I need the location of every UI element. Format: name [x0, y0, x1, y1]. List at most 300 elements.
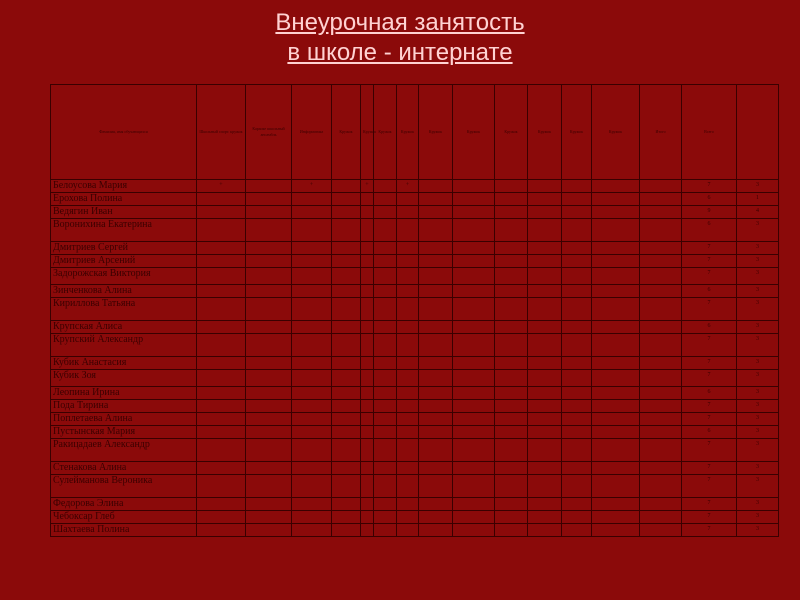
- table-cell: [361, 357, 374, 370]
- table-cell: [453, 413, 495, 426]
- table-cell: 3: [737, 334, 779, 357]
- table-cell: [197, 511, 246, 524]
- table-cell: [592, 321, 640, 334]
- table-cell: [332, 321, 361, 334]
- table-cell: 3: [737, 255, 779, 268]
- table-cell: [453, 511, 495, 524]
- table-cell: 7: [682, 413, 737, 426]
- table-cell: [419, 268, 453, 285]
- table-cell: [528, 334, 562, 357]
- table-cell: [332, 400, 361, 413]
- column-header: Фамилия, имя обучающихся: [51, 85, 197, 180]
- table-cell: [592, 298, 640, 321]
- table-cell: [397, 268, 419, 285]
- table-cell: [292, 268, 332, 285]
- table-cell: 3: [737, 439, 779, 462]
- table-cell: [197, 242, 246, 255]
- table-cell: [562, 206, 592, 219]
- table-cell: [332, 511, 361, 524]
- table-cell: [562, 298, 592, 321]
- student-name-cell: Задорожская Виктория: [51, 268, 197, 285]
- table-cell: [397, 426, 419, 439]
- table-cell: [528, 426, 562, 439]
- column-header: Кружок: [453, 85, 495, 180]
- table-cell: [495, 387, 528, 400]
- table-cell: [397, 400, 419, 413]
- table-cell: [246, 180, 292, 193]
- table-cell: [197, 498, 246, 511]
- table-cell: [640, 298, 682, 321]
- table-cell: [361, 285, 374, 298]
- table-cell: 7: [682, 439, 737, 462]
- table-cell: [397, 357, 419, 370]
- table-cell: [419, 219, 453, 242]
- table-cell: [562, 242, 592, 255]
- table-row: [51, 426, 779, 439]
- table-cell: [292, 511, 332, 524]
- table-cell: [246, 370, 292, 387]
- table-cell: [419, 387, 453, 400]
- table-cell: [562, 285, 592, 298]
- table-cell: [528, 439, 562, 462]
- table-cell: [495, 268, 528, 285]
- table-cell: 7: [682, 357, 737, 370]
- column-header: Караоке школьный ансамбль: [246, 85, 292, 180]
- student-name-cell: Леопина Ирина: [51, 387, 197, 400]
- table-cell: 7: [682, 462, 737, 475]
- table-cell: [361, 524, 374, 537]
- table-row: [51, 498, 779, 511]
- table-cell: [374, 387, 397, 400]
- student-name-cell: Кириллова Татьяна: [51, 298, 197, 321]
- table-cell: 7: [682, 180, 737, 193]
- table-cell: [528, 387, 562, 400]
- table-cell: [246, 242, 292, 255]
- table-cell: [397, 387, 419, 400]
- table-cell: 3: [737, 321, 779, 334]
- table-cell: [419, 462, 453, 475]
- student-name-cell: Сулейманова Вероника: [51, 475, 197, 498]
- table-cell: [640, 180, 682, 193]
- table-row: [51, 439, 779, 462]
- table-row: [51, 475, 779, 498]
- table-row: [51, 242, 779, 255]
- table-cell: [374, 193, 397, 206]
- table-cell: [292, 321, 332, 334]
- student-name-cell: Стенакова Алина: [51, 462, 197, 475]
- table-cell: [640, 400, 682, 413]
- table-cell: [453, 180, 495, 193]
- table-cell: [292, 462, 332, 475]
- table-cell: [374, 462, 397, 475]
- table-cell: [397, 219, 419, 242]
- table-cell: [332, 298, 361, 321]
- table-cell: [528, 193, 562, 206]
- table-cell: [332, 334, 361, 357]
- table-cell: [361, 298, 374, 321]
- table-cell: [374, 357, 397, 370]
- table-cell: [592, 413, 640, 426]
- table-cell: [419, 180, 453, 193]
- table-cell: [332, 242, 361, 255]
- table-row: [51, 413, 779, 426]
- table-cell: [397, 413, 419, 426]
- table-cell: [292, 439, 332, 462]
- table-cell: [374, 524, 397, 537]
- table-cell: [592, 439, 640, 462]
- table-cell: [397, 298, 419, 321]
- table-cell: [495, 285, 528, 298]
- student-name-cell: Федорова Элина: [51, 498, 197, 511]
- table-cell: [197, 268, 246, 285]
- table-cell: [397, 206, 419, 219]
- table-cell: [292, 206, 332, 219]
- table-cell: [419, 242, 453, 255]
- table-cell: 7: [682, 511, 737, 524]
- table-cell: [495, 511, 528, 524]
- table-cell: [453, 285, 495, 298]
- table-cell: [246, 426, 292, 439]
- table-cell: [562, 462, 592, 475]
- table-cell: [361, 387, 374, 400]
- table-cell: [495, 475, 528, 498]
- table-cell: 7: [682, 370, 737, 387]
- table-cell: [562, 193, 592, 206]
- table-cell: 7: [682, 242, 737, 255]
- table-cell: [374, 439, 397, 462]
- table-cell: [453, 334, 495, 357]
- table-row: [51, 206, 779, 219]
- table-cell: [374, 206, 397, 219]
- table-cell: [197, 255, 246, 268]
- table-cell: [246, 511, 292, 524]
- table-cell: [292, 400, 332, 413]
- column-header: Кружок: [374, 85, 397, 180]
- table-cell: [361, 400, 374, 413]
- table-cell: [332, 439, 361, 462]
- table-cell: [453, 357, 495, 370]
- table-cell: [592, 285, 640, 298]
- table-cell: [197, 413, 246, 426]
- table-cell: [397, 321, 419, 334]
- table-cell: [246, 475, 292, 498]
- table-cell: [332, 498, 361, 511]
- column-header: Всего: [682, 85, 737, 180]
- table-cell: [292, 255, 332, 268]
- column-header: Информатика: [292, 85, 332, 180]
- table-cell: [292, 387, 332, 400]
- table-cell: [592, 400, 640, 413]
- table-cell: [562, 413, 592, 426]
- table-cell: [246, 413, 292, 426]
- table-cell: [332, 413, 361, 426]
- table-cell: [453, 255, 495, 268]
- column-header: Кружок: [562, 85, 592, 180]
- table-cell: [197, 439, 246, 462]
- table-cell: 3: [737, 298, 779, 321]
- table-row: [51, 334, 779, 357]
- table-cell: [592, 206, 640, 219]
- table-cell: [592, 255, 640, 268]
- table-cell: [640, 413, 682, 426]
- table-cell: [528, 298, 562, 321]
- table-cell: [495, 462, 528, 475]
- table-cell: [332, 475, 361, 498]
- table-cell: [640, 498, 682, 511]
- table-cell: 7: [682, 334, 737, 357]
- table-cell: [562, 400, 592, 413]
- table-cell: 7: [682, 298, 737, 321]
- table-cell: [528, 475, 562, 498]
- table-cell: [528, 206, 562, 219]
- column-header: Итого: [640, 85, 682, 180]
- table-cell: [197, 387, 246, 400]
- table-cell: [592, 511, 640, 524]
- table-cell: [332, 206, 361, 219]
- student-name-cell: Дмитриев Арсений: [51, 255, 197, 268]
- table-cell: [419, 524, 453, 537]
- table-cell: [528, 511, 562, 524]
- table-cell: [528, 400, 562, 413]
- table-cell: [374, 298, 397, 321]
- table-cell: [562, 387, 592, 400]
- table-cell: [332, 370, 361, 387]
- table-cell: [562, 321, 592, 334]
- table-cell: [292, 370, 332, 387]
- table-cell: [332, 219, 361, 242]
- table-cell: [197, 462, 246, 475]
- table-cell: [419, 321, 453, 334]
- table-cell: [495, 321, 528, 334]
- column-header: Кружок: [361, 85, 374, 180]
- table-cell: [374, 268, 397, 285]
- table-cell: [292, 426, 332, 439]
- column-header: Кружок: [495, 85, 528, 180]
- table-cell: [592, 498, 640, 511]
- column-header: Кружок: [592, 85, 640, 180]
- table-cell: [640, 285, 682, 298]
- table-cell: [640, 268, 682, 285]
- table-cell: [361, 206, 374, 219]
- table-cell: 3: [737, 475, 779, 498]
- table-body: [51, 180, 779, 537]
- table-cell: [419, 285, 453, 298]
- table-cell: [374, 413, 397, 426]
- student-name-cell: Ведягин Иван: [51, 206, 197, 219]
- table-cell: 6: [682, 387, 737, 400]
- table-cell: [361, 268, 374, 285]
- table-cell: [419, 370, 453, 387]
- column-header: Кружок: [397, 85, 419, 180]
- table-cell: [562, 475, 592, 498]
- table-row: [51, 285, 779, 298]
- table-cell: [562, 370, 592, 387]
- table-cell: [292, 498, 332, 511]
- table-cell: [361, 219, 374, 242]
- table-cell: [528, 498, 562, 511]
- table-cell: [453, 426, 495, 439]
- student-name-cell: Пустынская Мария: [51, 426, 197, 439]
- table-cell: [528, 370, 562, 387]
- table-cell: [419, 475, 453, 498]
- table-cell: [562, 357, 592, 370]
- table-cell: 7: [682, 498, 737, 511]
- table-cell: [495, 242, 528, 255]
- table-cell: [453, 524, 495, 537]
- table-cell: [197, 370, 246, 387]
- table-cell: [640, 511, 682, 524]
- table-cell: [495, 219, 528, 242]
- table-cell: [197, 219, 246, 242]
- table-cell: [562, 426, 592, 439]
- table-cell: [528, 180, 562, 193]
- table-cell: [592, 387, 640, 400]
- table-cell: [495, 334, 528, 357]
- table-cell: [374, 511, 397, 524]
- table-cell: [397, 193, 419, 206]
- table-cell: [592, 334, 640, 357]
- table-cell: [361, 426, 374, 439]
- table-cell: [453, 206, 495, 219]
- table-cell: [640, 357, 682, 370]
- table-cell: 3: [737, 370, 779, 387]
- table-cell: [332, 268, 361, 285]
- table-cell: [495, 498, 528, 511]
- table-cell: [197, 524, 246, 537]
- table-cell: [640, 193, 682, 206]
- table-cell: [292, 475, 332, 498]
- table-cell: [374, 334, 397, 357]
- student-name-cell: Шахтаева Полина: [51, 524, 197, 537]
- student-name-cell: Ракицадаев Александр: [51, 439, 197, 462]
- table-cell: [640, 219, 682, 242]
- table-cell: [419, 334, 453, 357]
- table-cell: [374, 219, 397, 242]
- table-cell: [374, 426, 397, 439]
- table-cell: [453, 219, 495, 242]
- table-cell: [640, 321, 682, 334]
- table-row: [51, 193, 779, 206]
- column-header: Школьный спорт. кружок: [197, 85, 246, 180]
- table-cell: 7: [682, 400, 737, 413]
- table-cell: [592, 242, 640, 255]
- table-cell: [332, 193, 361, 206]
- table-cell: [361, 334, 374, 357]
- table-cell: [419, 426, 453, 439]
- table-cell: [292, 524, 332, 537]
- table-cell: [292, 242, 332, 255]
- table-cell: [419, 439, 453, 462]
- table-cell: [640, 439, 682, 462]
- column-header: Кружок: [332, 85, 361, 180]
- table-cell: [332, 387, 361, 400]
- table-cell: [332, 524, 361, 537]
- table-cell: [562, 511, 592, 524]
- table-cell: [640, 475, 682, 498]
- table-cell: 3: [737, 219, 779, 242]
- table-cell: 9: [682, 206, 737, 219]
- table-cell: [495, 206, 528, 219]
- table-cell: [332, 357, 361, 370]
- table-cell: [361, 439, 374, 462]
- table-cell: [592, 370, 640, 387]
- table-cell: [197, 206, 246, 219]
- table-cell: 3: [737, 357, 779, 370]
- table-cell: [374, 321, 397, 334]
- table-cell: [397, 370, 419, 387]
- table-cell: [374, 370, 397, 387]
- table-cell: [332, 426, 361, 439]
- table-cell: +: [397, 180, 419, 193]
- table-cell: [495, 180, 528, 193]
- table-cell: [528, 524, 562, 537]
- table-cell: 6: [682, 426, 737, 439]
- table-cell: [528, 462, 562, 475]
- table-cell: [495, 426, 528, 439]
- student-name-cell: Крупский Александр: [51, 334, 197, 357]
- table-cell: 3: [737, 285, 779, 298]
- table-cell: [197, 357, 246, 370]
- table-cell: [562, 498, 592, 511]
- table-cell: 7: [682, 475, 737, 498]
- student-name-cell: Белоусова Мария: [51, 180, 197, 193]
- table-cell: [397, 285, 419, 298]
- table-cell: 6: [682, 219, 737, 242]
- table-cell: [592, 268, 640, 285]
- table-row: [51, 321, 779, 334]
- table-cell: [453, 370, 495, 387]
- table-cell: 1: [737, 193, 779, 206]
- table-row: [51, 268, 779, 285]
- table-cell: [397, 255, 419, 268]
- table-cell: [197, 285, 246, 298]
- table-cell: [453, 298, 495, 321]
- table-cell: [246, 357, 292, 370]
- table-cell: [453, 400, 495, 413]
- table-cell: [361, 475, 374, 498]
- table-cell: [246, 524, 292, 537]
- table-cell: [453, 193, 495, 206]
- column-header: Кружок: [419, 85, 453, 180]
- table-cell: [495, 439, 528, 462]
- table-cell: [528, 321, 562, 334]
- table-cell: [361, 242, 374, 255]
- table-row: [51, 370, 779, 387]
- table-cell: [292, 219, 332, 242]
- table-cell: [453, 321, 495, 334]
- table-cell: [397, 439, 419, 462]
- student-name-cell: Зинченкова Алина: [51, 285, 197, 298]
- student-name-cell: Поплетаева Алина: [51, 413, 197, 426]
- table-cell: [397, 511, 419, 524]
- table-cell: [332, 180, 361, 193]
- student-name-cell: Чебоксар Глеб: [51, 511, 197, 524]
- table-cell: [592, 462, 640, 475]
- table-cell: [292, 357, 332, 370]
- student-name-cell: Кубик Анастасия: [51, 357, 197, 370]
- table-cell: 6: [682, 285, 737, 298]
- table-cell: [374, 242, 397, 255]
- table-cell: [592, 357, 640, 370]
- student-name-cell: Пода Тирина: [51, 400, 197, 413]
- table-cell: [640, 255, 682, 268]
- table-cell: [562, 439, 592, 462]
- table-cell: [495, 400, 528, 413]
- table-cell: [528, 219, 562, 242]
- table-cell: [197, 193, 246, 206]
- table-cell: 6: [682, 321, 737, 334]
- table-cell: [397, 475, 419, 498]
